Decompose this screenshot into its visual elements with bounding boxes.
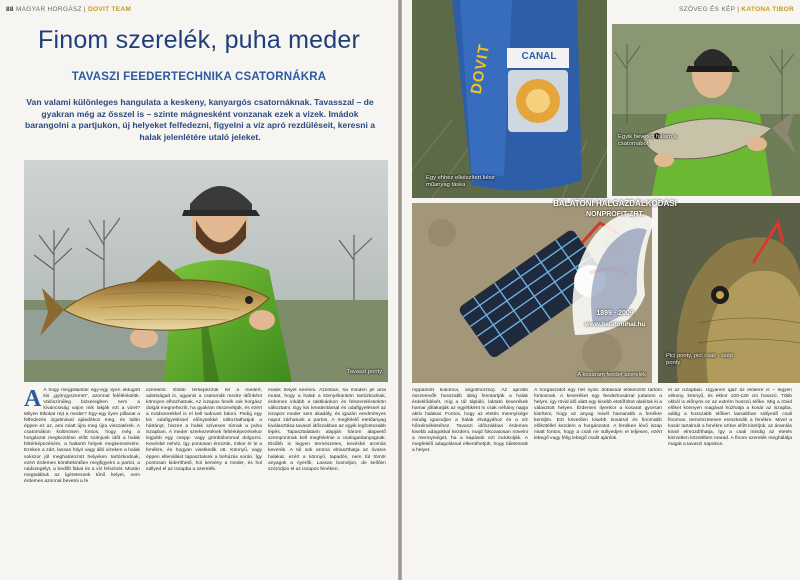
page-number: 88 xyxy=(6,6,14,13)
logo-name: BALATONI HALGAZDÁLKODÁSI xyxy=(553,199,677,208)
bag-brand-text: DOVIT xyxy=(467,42,494,96)
fish-photo-angler-with-bream xyxy=(612,24,800,196)
left-text-column-2 xyxy=(146,388,262,576)
left-page xyxy=(0,0,398,580)
bag-photo-caption: Egy ehhez elkészített kész műanyag táska xyxy=(426,175,495,188)
carp-closeup-photo xyxy=(658,203,800,383)
logo-url: www.balatonihal.hu xyxy=(584,321,646,328)
right-text-column-2 xyxy=(534,388,662,576)
column-text: A hogy megpillantok egy-egy ilyen eldugott kis „gyöngyszemet”, azonnal felélénkülök. Valószínűleg bizseregben nem a kíváncsiság vajon mik lakják ezt a vizet? Milyen titkokat rejt a meder? Egy-egy ilyen pillanat a felfedezés izgalmával ajándékoz meg, és talán éppen ez az, ami miatt újra meg újra visszatérek. A csatornákon különösen fontos, hogy még a horgászat megkezdése előtt szánjunk időt a halak feltérképezésére, a haltartó helyek megkeresésére. Ezeken a zárt, lassan folyó vagy álló vizeken a halak sokszor jól meghatározott helyeken tartózkodnak, ezért érdemes körültekintően megfigyelni a partot, a nádszegélyt, a bedőlt fákat és a víz felszínét. Miután megtaláltuk az ígéretesnek tűnő helyet, nem érdemes azonnal bevetni a fe xyxy=(24,388,140,484)
section-name: MAGYAR HORGÁSZ xyxy=(15,6,82,13)
angler-carp-illustration xyxy=(24,160,388,382)
credit-label: SZÖVEG ÉS KÉP xyxy=(679,6,736,13)
right-text-column-1 xyxy=(412,388,528,576)
bait-bag-photo xyxy=(412,0,607,198)
column-text: A horgászatot egy hét nyolc dobással előkészítő tartom fontosnak. A keveréket egy feederkosárral juttatom a helyre, így rövid idő alatt egy kisebb etetőfoltot alakítok ki a választott helyen. Érdemes ilyenkor a kosarat gyorsan kiüríteni, hogy az anyag minél hamarabb a fenékre kerüljön. Ezt követően kisebb kosárral és finomabb előkötéllel kezdem a horgászatot. A fenéken lévő iszap miatt fontos, hogy a csali ne süllyedjen el teljesen, ezért lebegő vagy félig lebegő csalit ajánlok. xyxy=(534,388,662,442)
team-name: DOVIT TEAM xyxy=(88,6,132,13)
article-subtitle: TAVASZI FEEDERTECHNIKA CSATORNÁKRA xyxy=(71,71,327,83)
bream-angler-illustration xyxy=(612,24,800,196)
carp-photo-caption: Pici ponty, pici csali - szép ponty xyxy=(666,353,734,366)
sponsor-logo-balatoni-halgazdalkodasi xyxy=(555,185,675,350)
left-page-header: 88 MAGYAR HORGÁSZ | DOVIT TEAM xyxy=(6,6,132,13)
logo-years: 1899 · 2009 xyxy=(596,310,634,317)
author-name: KATONA TIBOR xyxy=(741,6,794,13)
bait-bag-illustration xyxy=(412,0,607,198)
left-text-column-1 xyxy=(24,388,140,576)
drop-cap: A xyxy=(24,388,42,412)
column-text: roppantott kukorica, angolmorzsa). Az aprobb összetevők hosszabb ideig fenntartják a halak érdeklődését, míg a túl tápláló, laktató keverékek hamar jóllakatják az egyébként is csak néhány napja aktív halakat. Fontos, hogy az etetés mennyisége mindig igazodjon a halak étvágyához és a víz hőmérsékletéhez. Tavaszi időszakban érdemes kisebb adagokkal kezdeni, majd fokozatosan növelni a mennyiséget, ha a kapások ezt indokolják. A megfelelő adagolással elkerülhetjük, hogy túletessük a helyet. xyxy=(412,388,528,454)
right-page-header: SZÖVEG ÉS KÉP | KATONA TIBOR xyxy=(679,6,794,13)
article-lead: Van valami különleges hangulata a keskeny, kanyargós csatornáknak. Tavasszal – de gyakran még az ősszel is – szinte mágnesként vonzanak ezek a vizek. Imádok barangolni a partjukon, új helyeket felfedezni, figyelni a víz apró rezdüléseit, keresni a halak jelenlétére utaló jeleket. xyxy=(24,97,376,142)
fish-photo-caption: Egyik bevetett halam a csatornából xyxy=(618,134,677,147)
article-title: Finom szerelék, puha meder xyxy=(37,26,360,54)
left-text-column-3 xyxy=(268,388,386,576)
logo-subname: NONPROFIT ZRT. xyxy=(586,211,644,218)
column-text: szerelést. Előbb térképezzük fel a medert, adottságait is, ugyanis a csatornák medre időnként könnyen elhozhatnak. Az iszapos fenék sok horgász dolgát megnehezíti, ha gyakran összevétjük, és ezért a módszerekkel is el kell tudnunk bánni. Pedig egy kis odafigyeléssel előnyünkké változtathatjuk a hátrányt, hiszen a halak szívesen túrnak a puha iszapban. A meder szerkezetének feltérképezésekor legjobb egy csepp- vagy gömbólommal dolgozni. Kevésbé nehéz, így pontosan érezzük, mikor ér le a fenékre, és hogyan viselkedik ott. Könnyű, vagy éppen ellenállást tapasztalunk a behúzás során. Így pontosan kideríthető, hol kemény a meder, és hol süllyed el az iszapba a szerelék. xyxy=(146,388,262,472)
column-text: el az iszapban. Ugyanez igaz az előkére is – legyen vékony, könnyű, és ekkor 100-130 cm hosszú. Több okból is előnyös ez az extrém hosszú előke. Míg a rövid előket könnyen magával húzhatja a kosár az iszapba, addig a hosszabb előken lassabban süllyedő csali finoman, természetesen ereszkedik a fenékre. Mivel a kosár tartalmát a fenékre ürítve előtt kiürítjük, az áramlás kissé elmozdíthatja, így a csali mindig az etetés közvetlen közelében marad. A finom szerelék meghálálja magát a tavaszi napokon. xyxy=(668,388,792,448)
bag-product-text: CANAL xyxy=(521,51,557,62)
feeder-photo-caption: A kosaram feeder szerelék xyxy=(577,372,646,378)
right-text-column-3 xyxy=(668,388,792,576)
main-photo-caption: Tavaszi ponty xyxy=(346,369,382,375)
main-photo-angler-with-carp xyxy=(24,160,388,382)
column-text: másik helyet keresni. Azonban, ha minden jel arra mutat, hogy a halak a környékünkön tartózkodnak, érdemes inkább a taktikánkon és felszerelésünkön változtatni. Egy kis kreativitással és odafigyeléssel az iszapos meder sem akadály, és igazán eredményes napot zárhatunk a parton. A megfelelő etetőanyag kiválasztása tavaszi időszakban az egyik legfontosabb lépés. Tapasztalataim alapján három alapvető szempontnak kell megfelelnie a csalogatóanyagnak. Elsőbb is legyen természetes, kevésbé aromás keverék. A túl sok aroma elriaszthatja az óvatos halakat, ezért a könnyű, tapadós, nem túl tömör anyagok a nyerők. Lassan bomoljon, de kellően szóródjon el az iszapos fenéken. xyxy=(268,388,386,472)
